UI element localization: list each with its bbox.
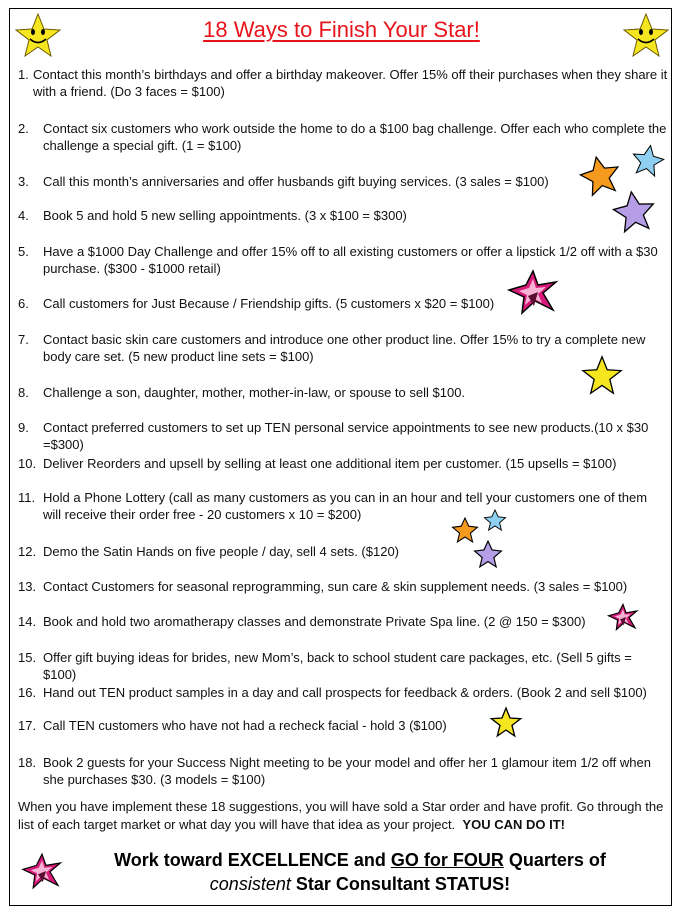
motto-text: and (348, 850, 391, 870)
list-item: 7. Contact basic skin care customers and introduce one other product line. Offer 15% to try a complete new body care set. (5 new product line sets = $100) (18, 332, 646, 364)
list-item: 16. Hand out TEN product samples in a day and call prospects for feedback & orders. (Book 2 and sell $100) (18, 685, 647, 700)
closing-paragraph (18, 798, 668, 834)
motto-italic: consistent (209, 874, 291, 894)
list-item: 15. Offer gift buying ideas for brides, new Mom’s, back to school student care packages, etc. (Sell 5 gifts = $100) (18, 650, 632, 682)
closing-emphasis: YOU CAN DO IT! (462, 817, 565, 832)
list-item: 10. Deliver Reorders and upsell by selling at least one additional item per customer. (15 upsells = $100) (18, 456, 617, 471)
list-item: 2. Contact six customers who work outside the home to do a $100 bag challenge. Offer each who complete the challenge a special gift. (1 = $100) (18, 121, 667, 153)
list-item: 11. Hold a Phone Lottery (call as many customers as you can in an hour and tell your customers one of them will receive their order free - 20 customers x 10 = $200) (18, 490, 648, 522)
motto-text: Quarters of (503, 850, 606, 870)
motto-text: Star Consultant STATUS! (290, 874, 511, 894)
list-item: 18. Book 2 guests for your Success Night meeting to be your model and offer her 1 glamour item 1/2 off when she purchases $30. (3 models = $100) (18, 755, 651, 787)
list-item: 5. Have a $1000 Day Challenge and offer 15% off to all existing customers or offer a lipstick 1/2 off with a $30 purchase. ($300 - $1000 retail) (18, 244, 658, 276)
motto-banner (100, 848, 620, 896)
motto-text: EXCELLENCE (227, 850, 349, 870)
list-item: 1. Contact this month’s birthdays and offer a birthday makeover. Offer 15% off their purchases when they share it with a friend. (Do 3 faces = $100) (18, 67, 668, 99)
list-item: 4. Book 5 and hold 5 new selling appointments. (3 x $100 = $300) (18, 208, 407, 223)
motto-emphasis: GO for FOUR (390, 850, 504, 870)
list-item: 12. Demo the Satin Hands on five people / day, sell 4 sets. ($120) (18, 544, 400, 559)
list-item: 9. Contact preferred customers to set up TEN personal service appointments to see new products.(10 x $30 =$300) (18, 420, 649, 452)
list-item: 13. Contact Customers for seasonal reprogramming, sun care & skin supplement needs. (3 sales = $100) (18, 579, 628, 594)
page-title: 18 Ways to Finish Your Star! (203, 17, 480, 42)
closing-text: When you have implement these 18 suggestions, you will have sold a Star order and have profit. Go through the list of each target market or what day you will have that idea as your project. (18, 799, 664, 832)
smiley-star-icon (622, 12, 670, 60)
magenta-sparkle-star-icon (22, 852, 62, 890)
list-item: 17. Call TEN customers who have not had a recheck facial - hold 3 ($100) (18, 718, 447, 733)
smiley-star-icon (14, 12, 62, 60)
list-item: 14. Book and hold two aromatherapy classes and demonstrate Private Spa line. (2 @ 150 = $300) (18, 614, 586, 629)
list-item: 3. Call this month’s anniversaries and offer husbands gift buying services. (3 sales = $100) (18, 174, 549, 189)
motto-text: Work toward (114, 850, 228, 870)
list-item: 6. Call customers for Just Because / Friendship gifts. (5 customers x $20 = $100) (18, 296, 495, 311)
list-item: 8. Challenge a son, daughter, mother, mother-in-law, or spouse to sell $100. (18, 385, 466, 400)
